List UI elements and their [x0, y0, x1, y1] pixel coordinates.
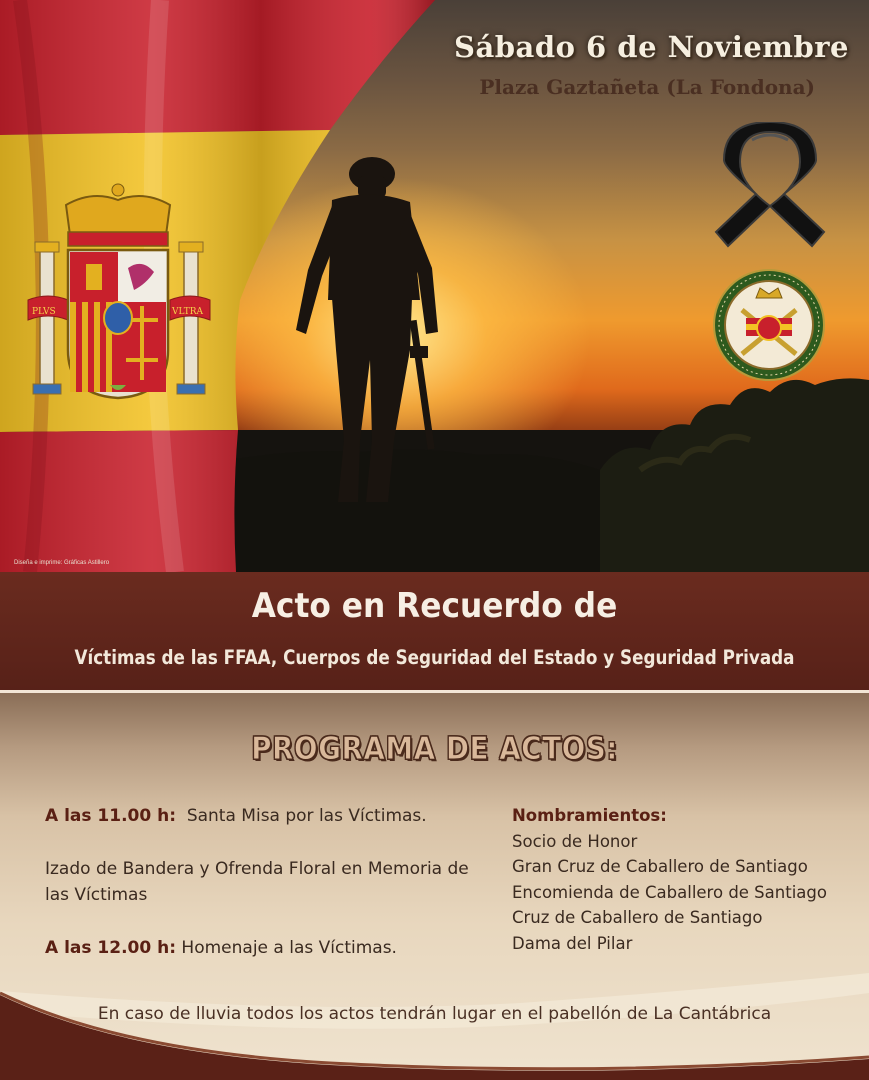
list-item	[45, 803, 475, 829]
svg-text:VLTRA: VLTRA	[172, 307, 204, 317]
event-time: A las 11.00 h:	[45, 806, 177, 826]
program-section	[0, 693, 869, 1080]
title-banner	[0, 572, 869, 693]
event-place: Plaza Gaztañeta (La Fondona)	[479, 75, 815, 99]
event-text: Homenaje a las Víctimas.	[181, 938, 397, 958]
banner-title: Acto en Recuerdo de	[251, 586, 618, 626]
list-item	[45, 856, 475, 908]
nombramientos-heading: Nombramientos:	[512, 806, 667, 825]
list-item: Cruz de Caballero de Santiago	[512, 908, 763, 927]
program-title: PROGRAMA DE ACTOS:	[251, 731, 618, 767]
list-item: Encomienda de Caballero de Santiago	[512, 882, 827, 902]
list-item: Gran Cruz de Caballero de Santiago	[512, 857, 808, 876]
association-seal-icon	[712, 268, 826, 382]
mourning-ribbon-icon	[712, 122, 828, 248]
event-date: Sábado 6 de Noviembre	[454, 30, 849, 64]
design-credit: Diseña e imprime: Gráficas Astillero	[14, 560, 110, 566]
rain-note: En caso de lluvia todos los actos tendrán lugar en el pabellón de La Cantábrica	[97, 1004, 772, 1024]
event-text: Izado de Bandera y Ofrenda Floral en Memoria de las Víctimas	[45, 859, 469, 905]
soldier-silhouette-icon	[270, 150, 470, 510]
svg-text:PLVS: PLVS	[32, 307, 56, 317]
event-time: A las 12.00 h:	[45, 938, 177, 958]
list-item: Dama del Pilar	[512, 933, 633, 953]
banner-subtitle: Víctimas de las FFAA, Cuerpos de Seguridad del Estado y Seguridad Privada	[74, 646, 795, 669]
list-item: Socio de Honor	[512, 831, 638, 851]
event-text: Santa Misa por las Víctimas.	[186, 806, 427, 826]
